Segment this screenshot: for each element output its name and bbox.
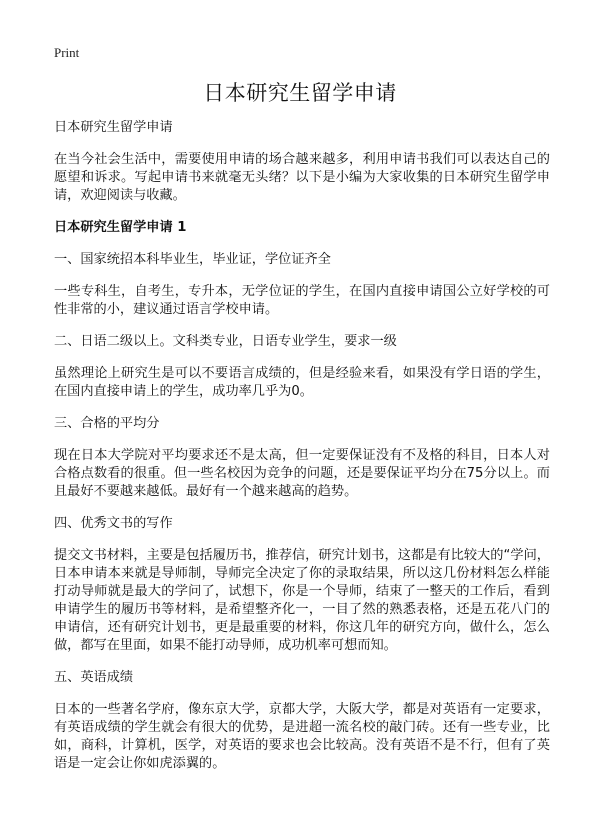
- item-paragraph: 日本的一些著名学府，像东京大学，京都大学，大阪大学，都是对英语有一定要求，有英语成绩的学生就会有很大的优势，是进超一流名校的敲门砖。还有一些专业，比如，商科，计算机，医学，对英语的要求也会比较高。没有英语不是不行，但有了英语是一定会让你如虎添翼的。: [54, 702, 550, 771]
- item-heading: 五、英语成绩: [54, 670, 134, 685]
- item-paragraph: 提交文书材料，主要是包括履历书，推荐信，研究计划书，这都是有比较大的“学问，日本申请本来就是导师制，导师完全决定了你的录取结果，所以这几份材料怎么样能打动导师就是最大的学问了，试想下，你是一个导师，结束了一整天的工作后，看到申请学生的履历书等材料，是希望整齐化一，一目了然的熟悉表格，还是五花八门的申请信，还有研究计划书，更是最重要的材料，你这几年的研究方向，做什么，怎么做，都写在里面，如果不能打动导师，成功机率可想而知。: [54, 548, 550, 653]
- intro-paragraph: 在当今社会生活中，需要使用申请的场合越来越多，利用申请书我们可以表达自己的愿望和诉求。写起申请书来就毫无头绪？以下是小编为大家收集的日本研究生留学申请，欢迎阅读与收藏。: [54, 152, 550, 203]
- page-title: 日本研究生留学申请: [203, 81, 397, 105]
- item-heading: 三、合格的平均分: [54, 416, 160, 431]
- print-label: Print: [54, 45, 80, 60]
- item-paragraph: 虽然理论上研究生是可以不要语言成绩的，但是经验来看，如果没有学日语的学生，在国内直接申请上的学生，成功率几乎为0。: [54, 366, 550, 399]
- item-paragraph: 一些专科生，自考生，专升本，无学位证的学生，在国内直接申请国公立好学校的可性非常的小，建议通过语言学校申请。: [54, 284, 550, 317]
- item-heading: 四、优秀文书的写作: [54, 516, 173, 531]
- article-subtitle: 日本研究生留学申请: [54, 120, 173, 135]
- article-body: [54, 119, 550, 773]
- item-heading: 二、日语二级以上。文科类专业，日语专业学生，要求一级: [54, 334, 397, 349]
- section-title: 日本研究生留学申请 1: [54, 220, 187, 235]
- item-paragraph: 现在日本大学院对平均要求还不是太高，但一定要保证没有不及格的科目，日本人对合格点数看的很重。但一些名校因为竞争的问题，还是要保证平均分在75分以上。而且最好不要越来越低。最好有一个越来越高的趋势。: [54, 448, 550, 499]
- item-heading: 一、国家统招本科毕业生，毕业证，学位证齐全: [54, 252, 331, 267]
